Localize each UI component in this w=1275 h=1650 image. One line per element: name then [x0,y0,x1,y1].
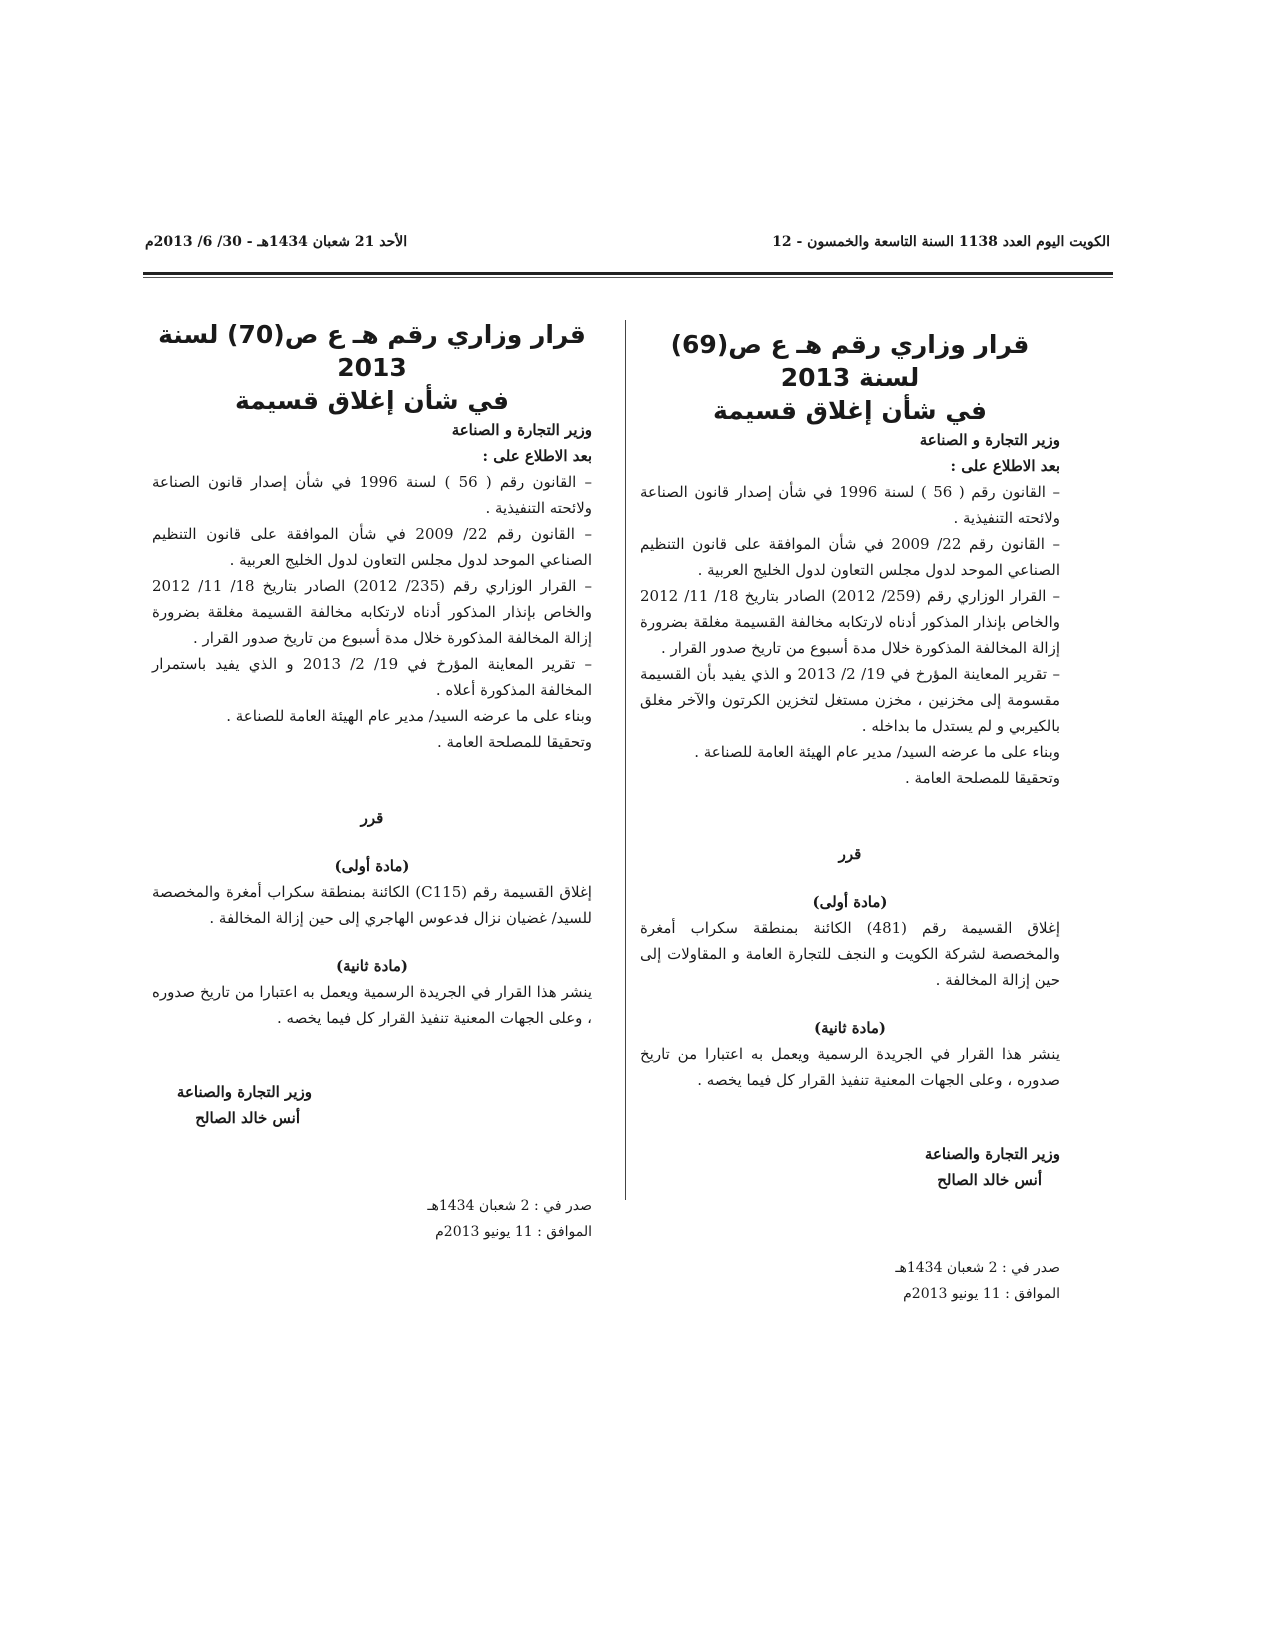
preamble-item: – القانون رقم 22/ 2009 في شأن الموافقة على قانون التنظيم الصناعي الموحد لدول مجلس التعاون لدول الخليج العربية . [640,535,1061,579]
preamble-item: وبناء على ما عرضه السيد/ مدير عام الهيئة العامة للصناعة . [694,743,1060,761]
preamble-item: – القرار الوزاري رقم (259/ 2012) الصادر بتاريخ 18/ 11/ 2012 والخاص بإنذار المذكور أدناه لارتكابه مخالفة القسيمة مغلقة بضرورة إزالة المخالفة المذكورة خلال مدة أسبوع من تاريخ صدور القرار . [640,587,1060,657]
column-divider [625,320,626,1200]
article-2-text: ينشر هذا القرار في الجريدة الرسمية ويعمل به اعتبارا من تاريخ صدوره ، وعلى الجهات المعنية تنفيذ القرار كل فيما يخصه . [640,1045,1060,1089]
preamble-item: – القانون رقم ( 56 ) لسنة 1996 في شأن إصدار قانون الصناعة ولائحته التنفيذية . [152,473,592,517]
issuing-authority: وزير التجارة و الصناعة [451,421,592,439]
article-1-heading: (مادة أولى) [812,893,888,911]
issuing-authority: وزير التجارة و الصناعة [919,431,1060,449]
issue-date-hijri: صدر في : 2 شعبان 1434هـ [895,1260,1060,1276]
article-1-text: إغلاق القسيمة رقم (C115) الكائنة بمنطقة سكراب أمغرة والمخصصة للسيد/ غضيان نزال فدعوس الهاجري إلى حين إزالة المخالفة . [152,883,592,927]
signatory-name: أنس خالد الصالح [195,1109,300,1127]
issue-date-gregorian: الموافق : 11 يونيو 2013م [435,1224,592,1240]
header-rule [143,272,1113,275]
preamble-item: وتحقيقا للمصلحة العامة . [437,733,592,751]
decided-heading: قرر [838,845,862,863]
article-2-heading: (مادة ثانية) [813,1019,887,1037]
article-2-text: ينشر هذا القرار في الجريدة الرسمية ويعمل به اعتبارا من تاريخ صدوره ، وعلى الجهات المعنية تنفيذ القرار كل فيما يخصه . [152,983,592,1027]
issue-date-hijri: صدر في : 2 شعبان 1434هـ [427,1198,592,1214]
header-rule-thin [143,277,1113,278]
preamble-intro: بعد الاطلاع على : [950,457,1060,475]
preamble-item: وبناء على ما عرضه السيد/ مدير عام الهيئة العامة للصناعة . [226,707,592,725]
preamble-item: – تقرير المعاينة المؤرخ في 19/ 2/ 2013 و الذي يفيد باستمرار المخالفة المذكورة أعلاه . [152,655,593,699]
signatory-title: وزير التجارة والصناعة [176,1083,312,1101]
decree-subject: في شأن إغلاق قسيمة [235,386,509,415]
preamble-item: – القانون رقم ( 56 ) لسنة 1996 في شأن إصدار قانون الصناعة ولائحته التنفيذية . [640,483,1060,527]
issue-date-gregorian: الموافق : 11 يونيو 2013م [903,1286,1060,1302]
signatory-name: أنس خالد الصالح [937,1171,1042,1189]
decree-70-column [152,318,592,1245]
preamble-item: – تقرير المعاينة المؤرخ في 19/ 2/ 2013 و الذي يفيد بأن القسيمة مقسومة إلى مخزنين ، مخزن مستغل لتخزين الكرتون والآخر مغلق بالكيربي و لم يستدل ما بداخله . [640,665,1060,735]
decree-69-column [640,328,1060,1307]
article-1-text: إغلاق القسيمة رقم (481) الكائنة بمنطقة سكراب أمغرة والمخصصة لشركة الكويت و النجف للتجارة العامة و المقاولات إلى حين إزالة المخالفة . [640,919,1060,989]
article-2-heading: (مادة ثانية) [335,957,409,975]
preamble-intro: بعد الاطلاع على : [482,447,592,465]
running-header-issue: الكويت اليوم العدد 1138 السنة التاسعة والخمسون - 12 [772,234,1110,250]
signatory-title: وزير التجارة والصناعة [924,1145,1060,1163]
preamble-item: وتحقيقا للمصلحة العامة . [905,769,1060,787]
decree-subject: في شأن إغلاق قسيمة [713,396,987,425]
preamble-item: – القرار الوزاري رقم (235/ 2012) الصادر بتاريخ 18/ 11/ 2012 والخاص بإنذار المذكور أدناه لارتكابه مخالفة القسيمة مغلقة بضرورة إزالة المخالفة المذكورة خلال مدة أسبوع من تاريخ صدور القرار . [152,577,592,647]
preamble-item: – القانون رقم 22/ 2009 في شأن الموافقة على قانون التنظيم الصناعي الموحد لدول مجلس التعاون لدول الخليج العربية . [152,525,593,569]
article-1-heading: (مادة أولى) [334,857,410,875]
running-header-date: الأحد 21 شعبان 1434هـ - 30/ 6/ 2013م [145,234,408,250]
decree-title: قرار وزاري رقم هـ ع ص(70) لسنة 2013 [158,320,586,382]
decree-title: قرار وزاري رقم هـ ع ص(69) لسنة 2013 [670,330,1030,392]
decided-heading: قرر [360,809,384,827]
